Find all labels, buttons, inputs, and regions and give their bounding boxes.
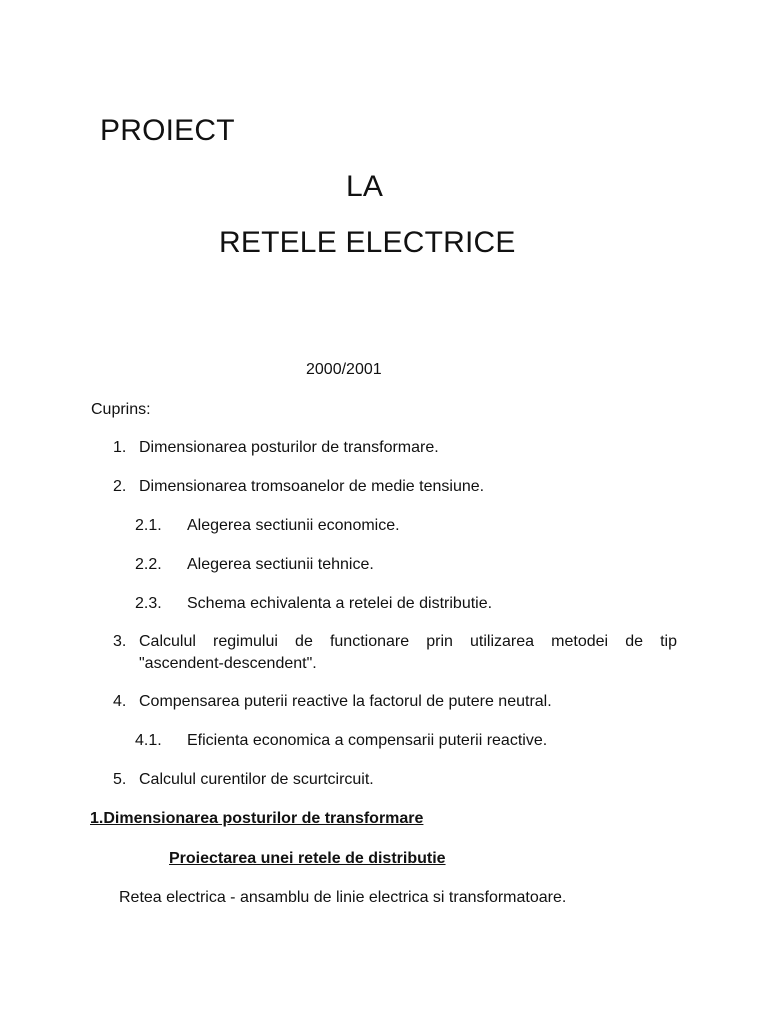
academic-year: 2000/2001 [306,361,382,378]
section-paragraph: Retea electrica - ansamblu de linie electrica si transformatoare. [119,889,567,906]
section-heading: 1.Dimensionarea posturilor de transformare [90,810,424,827]
toc-item-text: Schema echivalenta a retelei de distributie. [187,595,493,612]
toc-item-number: 2.2. [135,556,162,573]
toc-item-text-line-1: Calculul regimului de functionare prin utilizarea metodei de tip [139,633,677,650]
toc-item [113,477,484,497]
toc-item-number: 3. [113,633,127,650]
section-subheading: Proiectarea unei retele de distributie [169,850,446,867]
toc-item [113,692,552,712]
toc-item-number: 4. [113,693,127,710]
title-line-3: RETELE ELECTRICE [219,226,516,259]
toc-item-number: 5. [113,771,127,788]
contents-label: Cuprins: [91,401,151,418]
toc-item-number: 4.1. [135,732,162,749]
toc-subitem [135,555,374,575]
toc-item [113,632,139,652]
toc-item-number: 2.1. [135,517,162,534]
toc-item-number: 1. [113,439,127,456]
toc-item-text: Dimensionarea posturilor de transformare. [139,439,439,456]
toc-subitem [135,516,400,536]
toc-item-text: Alegerea sectiunii tehnice. [187,556,374,573]
toc-item-text: Compensarea puterii reactive la factorul de putere neutral. [139,693,552,710]
toc-item-number: 2.3. [135,595,162,612]
toc-item-text: Eficienta economica a compensarii puterii reactive. [187,732,548,749]
toc-subitem [135,594,492,614]
toc-item-text: Calculul curentilor de scurtcircuit. [139,771,374,788]
toc-item [113,438,439,458]
toc-item-text: Dimensionarea tromsoanelor de medie tensiune. [139,478,485,495]
toc-item [113,770,374,790]
toc-item-number: 2. [113,478,127,495]
toc-item-text-line-2: "ascendent-descendent". [139,655,317,672]
toc-item-text: Alegerea sectiunii economice. [187,517,400,534]
title-line-2: LA [346,170,384,203]
title-line-1: PROIECT [100,114,235,147]
toc-subitem [135,731,547,751]
